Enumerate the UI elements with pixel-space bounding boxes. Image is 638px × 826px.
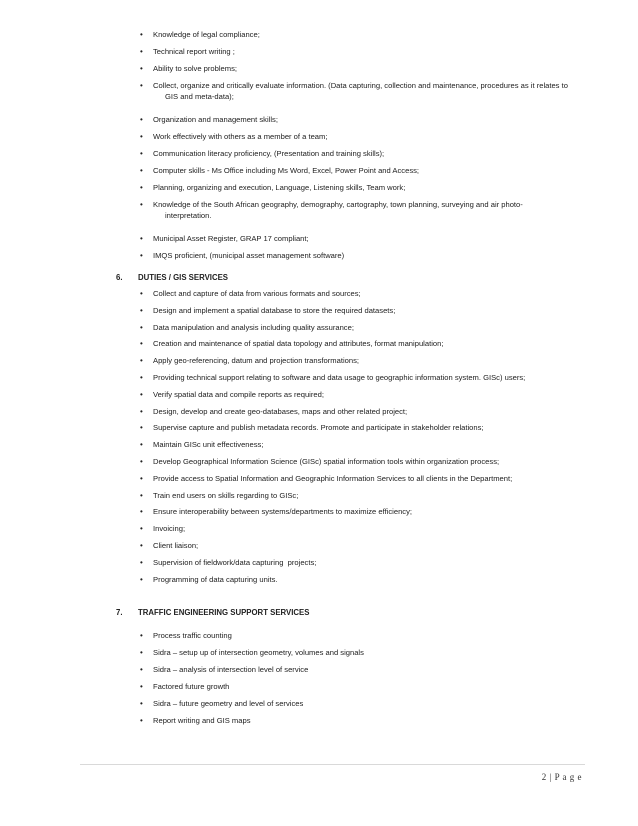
list-item [0,523,638,540]
list-item [0,63,638,80]
list-item-text: IMQS proficient, (municipal asset management software) [153,251,345,260]
skills-list [0,29,638,267]
list-item-continuation: interpretation. [165,211,212,220]
bullet-icon: • [140,648,143,657]
list-item-text: Supervise capture and publish metadata records. Promote and participate in stakeholder relations; [153,423,484,433]
list-item-continuation: GIS and meta-data); [165,92,234,101]
list-item [0,29,638,46]
bullet-icon: • [140,183,143,192]
bullet-icon: • [140,716,143,725]
list-item-text: Sidra – future geometry and level of services [153,699,304,708]
list-item-text: Train end users on skills regarding to GISc; [153,490,299,500]
list-item-text: Municipal Asset Register, GRAP 17 compliant; [153,234,309,243]
bullet-icon: • [140,322,143,332]
page-footer [542,772,582,782]
bullet-icon: • [140,47,143,56]
bullet-icon: • [140,423,143,433]
list-item-text: Apply geo-referencing, datum and projection transformations; [153,356,359,366]
list-item [0,473,638,490]
list-item-text: Sidra – setup up of intersection geometry, volumes and signals [153,648,364,657]
bullet-icon: • [140,149,143,158]
bullet-icon: • [140,132,143,141]
bullet-icon: • [140,540,143,550]
bullet-icon: • [140,115,143,124]
bullet-icon: • [140,631,143,640]
bullet-icon: • [140,81,143,90]
list-item-text: Data manipulation and analysis including quality assurance; [153,322,354,332]
list-item-text: Ability to solve problems; [153,64,237,73]
list-item-text: Develop Geographical Information Science (GISc) spatial information tools within organization process; [153,456,500,466]
list-item-text: Verify spatial data and compile reports as required; [153,389,324,399]
list-item [0,681,638,698]
section-number: 6. [116,273,123,282]
bullet-icon: • [140,682,143,691]
section-title: TRAFFIC ENGINEERING SUPPORT SERVICES [138,608,310,617]
list-item [0,114,638,131]
list-item [0,233,638,250]
list-item-text: Collect, organize and critically evaluate information. (Data capturing, collection and maintenance, procedures as it relates to [153,81,568,90]
bullet-icon: • [140,456,143,466]
list-item [0,406,638,423]
bullet-icon: • [140,665,143,674]
list-item [0,338,638,355]
bullet-icon: • [140,574,143,584]
list-item [0,630,638,647]
bullet-icon: • [140,30,143,39]
list-item [0,46,638,63]
list-item-text: Design and implement a spatial database to store the required datasets; [153,305,396,315]
list-item [0,490,638,507]
bullet-icon: • [140,305,143,315]
list-item-text: Collect and capture of data from various formats and sources; [153,289,361,298]
bullet-icon: • [140,473,143,483]
list-item-text: Design, develop and create geo-databases, maps and other related project; [153,406,408,416]
list-item [0,250,638,267]
page-separator: | [549,772,552,782]
list-item [0,355,638,372]
bullet-icon: • [140,699,143,708]
list-item [0,456,638,473]
list-item [0,305,638,322]
list-item-text: Sidra – analysis of intersection level of service [153,665,309,674]
bullet-icon: • [140,389,143,399]
section-number: 7. [116,608,123,617]
list-item [0,698,638,715]
page-word: P a g e [554,772,582,782]
section-heading-traffic [116,607,309,618]
list-item-text: Factored future growth [153,682,230,691]
list-item-text: Technical report writing ; [153,47,235,56]
list-item-text: Planning, organizing and execution, Language, Listening skills, Team work; [153,183,406,192]
list-item [0,439,638,456]
bullet-icon: • [140,339,143,349]
bullet-icon: • [140,490,143,500]
bullet-icon: • [140,440,143,450]
bullet-icon: • [140,64,143,73]
list-item-text: Client liaison; [153,540,199,550]
bullet-icon: • [140,289,143,298]
list-item [0,199,638,227]
duties-list [0,288,638,590]
bullet-icon: • [140,557,143,567]
list-item [0,131,638,148]
list-item [0,288,638,305]
traffic-list [0,630,638,732]
list-item-text: Communication literacy proficiency, (Presentation and training skills); [153,149,385,158]
list-item-text: Knowledge of legal compliance; [153,30,260,39]
section-heading-duties [116,272,228,283]
section-title: DUTIES / GIS SERVICES [138,273,228,282]
list-item-text: Knowledge of the South African geography, demography, cartography, town planning, surveying and air photo- [153,200,523,209]
bullet-icon: • [140,356,143,366]
list-item [0,715,638,732]
list-item-text: Work effectively with others as a member of a team; [153,132,328,141]
list-item [0,506,638,523]
list-item-text: Report writing and GIS maps [153,716,251,725]
list-item-text: Ensure interoperability between systems/departments to maximize efficiency; [153,507,413,517]
bullet-icon: • [140,200,143,209]
list-item [0,574,638,591]
bullet-icon: • [140,166,143,175]
list-item [0,372,638,389]
list-item-text: Process traffic counting [153,631,232,640]
list-item [0,165,638,182]
list-item [0,557,638,574]
list-item [0,540,638,557]
page-number: 2 [541,772,547,782]
list-item-text: Providing technical support relating to software and data usage to geographic information system. GISc) users; [153,372,526,382]
list-item [0,664,638,681]
bullet-icon: • [140,524,143,534]
list-item [0,182,638,199]
list-item [0,647,638,664]
bullet-icon: • [140,372,143,382]
list-item-text: Organization and management skills; [153,115,278,124]
list-item [0,148,638,165]
list-item-text: Provide access to Spatial Information and Geographic Information Services to all clients in the Department; [153,473,513,483]
list-item-text: Programming of data capturing units. [153,574,278,584]
list-item [0,322,638,339]
bullet-icon: • [140,234,143,243]
list-item-text: Invoicing; [153,524,186,534]
bullet-icon: • [140,406,143,416]
footer-divider [80,764,585,765]
list-item [0,389,638,406]
bullet-icon: • [140,251,143,260]
list-item [0,80,638,108]
list-item-text: Creation and maintenance of spatial data topology and attributes, format manipulation; [153,339,444,349]
list-item-text: Maintain GISc unit effectiveness; [153,440,264,450]
bullet-icon: • [140,507,143,517]
list-item-text: Computer skills - Ms Office including Ms Word, Excel, Power Point and Access; [153,166,420,175]
list-item [0,422,638,439]
list-item-text: Supervision of fieldwork/data capturing projects; [153,557,317,567]
